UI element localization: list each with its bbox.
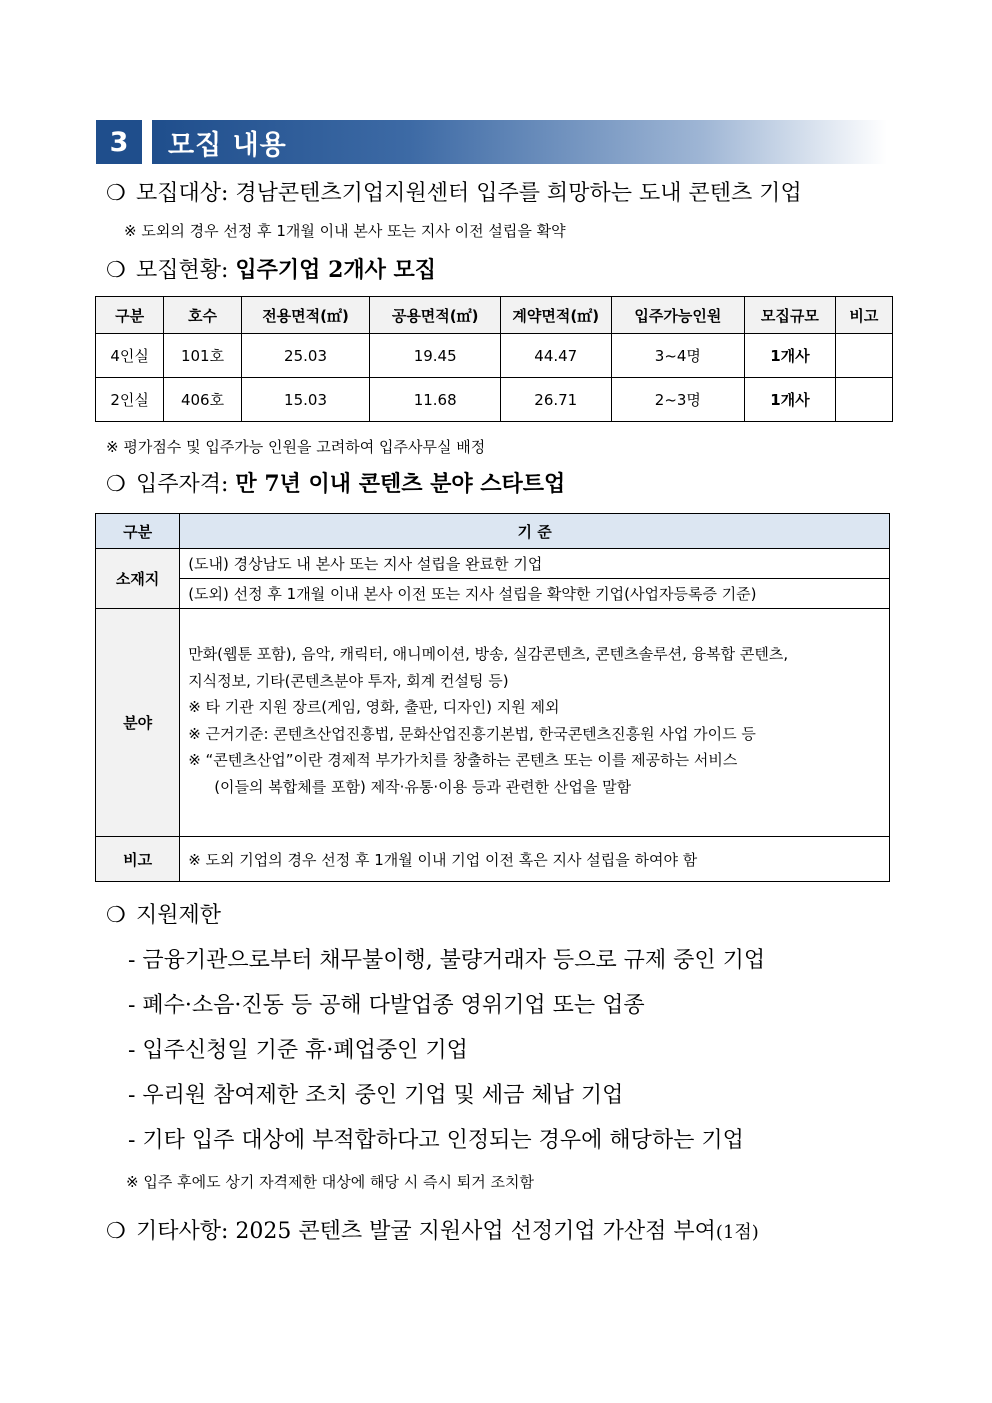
column-header: 계약면적(㎡) <box>500 297 611 334</box>
restrictions-title <box>106 898 221 929</box>
column-header: 기 준 <box>180 514 890 549</box>
table-row <box>96 609 890 837</box>
table-cell: 3~4명 <box>611 334 745 378</box>
remark-label: 비고 <box>96 837 180 882</box>
table-cell: 11.68 <box>370 378 501 422</box>
other-line <box>106 1214 759 1245</box>
remark-text: ※ 도외 기업의 경우 선정 후 1개월 이내 기업 이전 혹은 지사 설립을 하여야 함 <box>180 837 890 882</box>
column-header: 구분 <box>96 514 180 549</box>
field-line: 지식정보, 기타(콘텐츠분야 투자, 회계 컨설팅 등) <box>188 671 509 690</box>
rooms-note: ※ 평가점수 및 입주가능 인원을 고려하여 입주사무실 배정 <box>106 438 486 456</box>
section-number: 3 <box>96 120 142 164</box>
restriction-item: - 폐수·소음·진동 등 공해 다발업종 영위기업 또는 업종 <box>128 993 645 1018</box>
column-header: 모집규모 <box>745 297 835 334</box>
other-label: 기타사항: <box>136 1219 229 1244</box>
table-cell <box>835 378 892 422</box>
field-line: ※ “콘텐츠산업”이란 경제적 부가가치를 창출하는 콘텐츠 또는 이를 제공하는 서비스 <box>188 751 738 769</box>
table-row <box>96 334 893 378</box>
restriction-item: - 금융기관으로부터 채무불이행, 불량거래자 등으로 규제 중인 기업 <box>128 948 766 973</box>
location-external: (도외) 선정 후 1개월 이내 본사 이전 또는 지사 설립을 확약한 기업(사업자등록증 기준) <box>180 579 890 609</box>
table-cell <box>835 334 892 378</box>
bullet-icon: ❍ <box>106 903 126 928</box>
table-cell: 4인실 <box>96 334 164 378</box>
table-cell: 44.47 <box>500 334 611 378</box>
table-cell: 1개사 <box>745 334 835 378</box>
status-label: 모집현황: <box>136 258 229 283</box>
table-cell: 15.03 <box>241 378 370 422</box>
section-title: 모집 내용 <box>152 120 887 164</box>
location-domestic: (도내) 경상남도 내 본사 또는 지사 설립을 완료한 기업 <box>180 549 890 579</box>
column-header: 입주가능인원 <box>611 297 745 334</box>
status-line <box>106 253 436 284</box>
table-cell: 26.71 <box>500 378 611 422</box>
column-header: 구분 <box>96 297 164 334</box>
bullet-icon: ❍ <box>106 181 126 206</box>
table-cell: 2~3명 <box>611 378 745 422</box>
restrictions-title-text: 지원제한 <box>136 903 222 928</box>
other-suffix: (1점) <box>715 1222 759 1243</box>
column-header: 호수 <box>164 297 241 334</box>
other-text: 2025 콘텐츠 발굴 지원사업 선정기업 가산점 부여 <box>235 1219 716 1244</box>
table-row <box>96 837 890 882</box>
table-cell: 406호 <box>164 378 241 422</box>
target-label: 모집대상: <box>136 181 229 206</box>
criteria-table <box>95 513 890 882</box>
status-text: 입주기업 2개사 모집 <box>235 257 437 283</box>
qualification-label: 입주자격: <box>136 472 229 497</box>
bullet-icon: ❍ <box>106 472 126 497</box>
qualification-text: 만 7년 이내 콘텐츠 분야 스타트업 <box>235 471 566 497</box>
bullet-icon: ❍ <box>106 258 126 283</box>
column-header: 공용면적(㎡) <box>370 297 501 334</box>
rooms-table <box>95 296 893 422</box>
table-row <box>96 378 893 422</box>
location-label: 소재지 <box>96 549 180 609</box>
column-header: 전용면적(㎡) <box>241 297 370 334</box>
bullet-icon: ❍ <box>106 1219 126 1244</box>
target-line <box>106 176 802 207</box>
restriction-item: - 입주신청일 기준 휴·폐업중인 기업 <box>128 1038 468 1063</box>
table-row <box>96 549 890 579</box>
table-cell: 101호 <box>164 334 241 378</box>
target-note: ※ 도외의 경우 선정 후 1개월 이내 본사 또는 지사 이전 설립을 확약 <box>124 222 566 240</box>
restrictions-note: ※ 입주 후에도 상기 자격제한 대상에 해당 시 즉시 퇴거 조치함 <box>126 1173 535 1191</box>
restriction-item: - 기타 입주 대상에 부적합하다고 인정되는 경우에 해당하는 기업 <box>128 1128 744 1153</box>
field-line: ※ 근거기준: 콘텐츠산업진흥법, 문화산업진흥기본법, 한국콘텐츠진흥원 사업 가이드 등 <box>188 724 756 743</box>
table-cell: 25.03 <box>241 334 370 378</box>
restriction-item: - 우리원 참여제한 조치 중인 기업 및 세금 체납 기업 <box>128 1083 624 1108</box>
target-text: 경남콘텐츠기업지원센터 입주를 희망하는 도내 콘텐츠 기업 <box>235 181 802 206</box>
field-label: 분야 <box>96 609 180 837</box>
table-header-row <box>96 514 890 549</box>
table-row <box>96 579 890 609</box>
field-description <box>180 609 890 837</box>
table-cell: 1개사 <box>745 378 835 422</box>
table-header-row <box>96 297 893 334</box>
field-line: (이들의 복합체를 포함) 제작·유통·이용 등과 관련한 산업을 말함 <box>214 777 632 796</box>
field-line: ※ 타 기관 지원 장르(게임, 영화, 출판, 디자인) 지원 제외 <box>188 698 560 716</box>
qualification-line <box>106 467 565 498</box>
column-header: 비고 <box>835 297 892 334</box>
table-cell: 2인실 <box>96 378 164 422</box>
table-cell: 19.45 <box>370 334 501 378</box>
field-line: 만화(웹툰 포함), 음악, 캐릭터, 애니메이션, 방송, 실감콘텐츠, 콘텐츠솔루션, 융복합 콘텐츠, <box>188 645 789 663</box>
